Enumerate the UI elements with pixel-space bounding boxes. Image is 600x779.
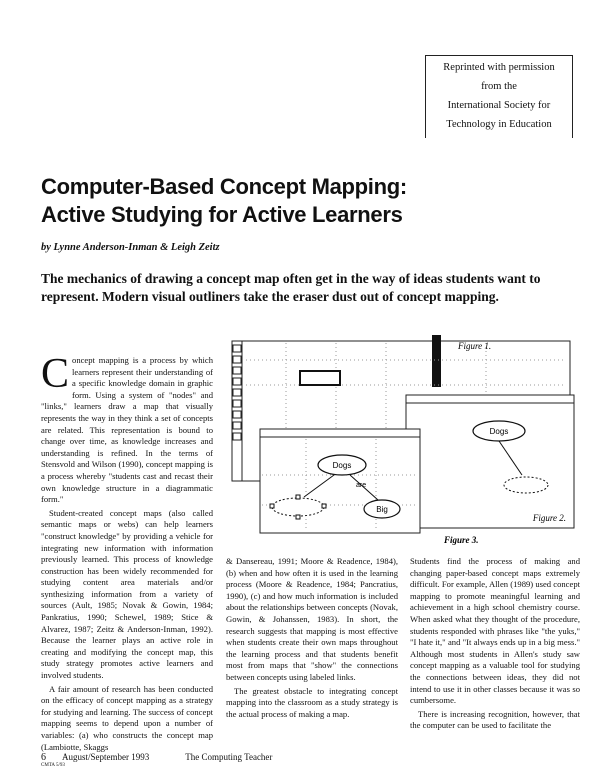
figure-1-bar — [432, 335, 441, 387]
figure-1-node — [300, 371, 340, 385]
paragraph: A fair amount of research has been conducted on the efficacy of concept mapping as a strategy for studying and learning. The success of concept mapping seems to depend upon a number of variables: (a) who constructs the concept map (Lambiotte, Skaggs — [41, 683, 213, 752]
title-line-1: Computer-Based Concept Mapping: — [41, 174, 407, 199]
title-line-2: Active Studying for Active Learners — [41, 202, 403, 227]
column-1 — [41, 351, 213, 755]
figure-2-label: Figure 2. — [532, 513, 566, 523]
date: August/September 1993 — [62, 752, 150, 762]
figure-2-window — [406, 395, 574, 528]
paragraph: The greatest obstacle to integrating concept mapping into the classroom as a study strategy is the actual process of making a map. — [226, 685, 398, 719]
reprint-line-2: from the — [481, 81, 517, 92]
footer-code: CMTA 5/93 — [41, 763, 65, 768]
node-selected — [272, 498, 324, 516]
figure-3-label: Figure 3. — [444, 535, 479, 545]
reprint-notice — [425, 55, 573, 138]
reprint-line-4: Technology in Education — [446, 119, 552, 130]
link-label: are — [356, 482, 367, 489]
svg-text:Dogs: Dogs — [489, 427, 509, 436]
column-2 — [226, 556, 398, 722]
drop-cap: C — [41, 351, 70, 397]
article-deck: The mechanics of drawing a concept map often get in the way of ideas students want to represent. Modern visual outliners take the eraser dust out of concept mapping. — [41, 271, 541, 304]
footer — [41, 752, 272, 768]
column-3 — [410, 556, 580, 734]
byline: by Lynne Anderson-Inman & Leigh Zeitz — [41, 242, 220, 253]
figure-3-window — [260, 429, 420, 533]
figure-1-label: Figure 1. — [458, 341, 492, 351]
article-title — [41, 173, 407, 229]
node-back-selected — [504, 477, 548, 493]
paragraph: Students find the process of making and changing paper-based concept maps extremely difficult. For example, Allen (1989) used concept mapping to promote meaningful learning and achievement in a high school chemistry course. When asked what they thought of the procedure, students responded with phrases like "the yuks," "I hate it," and "It always ends up in a big mess." Although most students in Allen's study saw concept mapping as a valuable tool for studying the connections between ideas, they did not intend to use it in other classes because it was so cumbersome. — [410, 556, 580, 706]
svg-text:Big: Big — [376, 505, 388, 514]
svg-text:Dogs: Dogs — [332, 461, 352, 470]
paragraph: Concept mapping is a process by which learners represent their understanding of a specific knowledge domain in graphic form. Using a system of "nodes" and "links," learners draw a map that visually represents the way in they think a set of concepts are related. This representation is bound to change over time, as knowledge increases and understanding is refined. In the terms of Stensvold and Wilson (1990), concept mapping is a process whereby "students cast and recast their own knowledge structure in a diagrammatic form." — [41, 351, 213, 505]
reprint-line-1: Reprinted with permission — [443, 62, 555, 73]
journal-name: The Computing Teacher — [185, 752, 273, 762]
concept-map-figure — [226, 335, 580, 547]
paragraph: There is increasing recognition, however, that the computer can be used to facilitate the — [410, 708, 580, 731]
paragraph: Student-created concept maps (also called semantic maps or webs) can help learners "construct knowledge" by providing a vehicle for integrating new information with information previously learned. This process of knowledge construction has been widely recommended for studying content area materials and/or synthesizing information from a variety of sources (Ault, 1985; Novak & Gowin, 1984; Pankratius, 1990; Schewel, 1989; Stice & Alvarez, 1987; Zeitz & Anderson-Inman, 1992). Because the learner plays an active role in creating and modifying the concept map, this study strategy promotes active learners and involved students. — [41, 507, 213, 681]
reprint-line-3: International Society for — [447, 100, 551, 111]
paragraph: & Dansereau, 1991; Moore & Readence, 1984), (b) when and how often it is used in the learning process (Moore & Readence, 1984; Pancratius, 1990), (c) and how much information is included about the relationships between concepts (Novak, Gowin, & Johanssen, 1983). In short, the research suggests that mapping is most effective when students create their own maps throughout the learning process and that students benefit most from maps that "show" the connections between concepts using labeled links. — [226, 556, 398, 682]
page-number: 6 — [41, 752, 46, 763]
